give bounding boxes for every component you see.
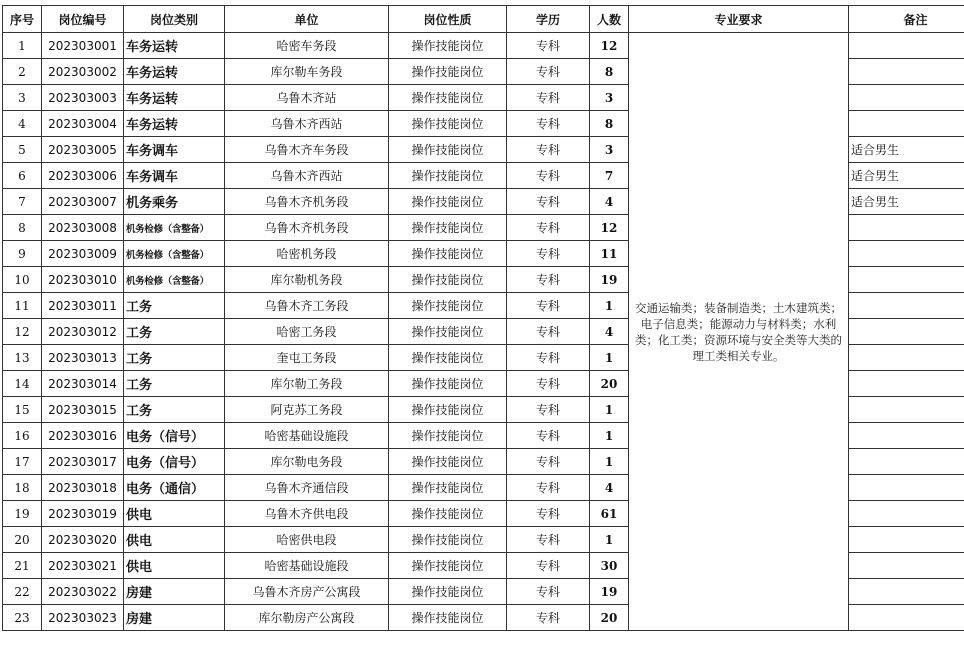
cell-education: 专科 <box>507 345 590 371</box>
cell-code: 202303016 <box>42 423 124 449</box>
cell-no: 7 <box>3 189 42 215</box>
cell-nature: 操作技能岗位 <box>389 267 507 293</box>
header-category: 岗位类别 <box>124 6 225 33</box>
cell-category: 工务 <box>124 293 225 319</box>
cell-no: 10 <box>3 267 42 293</box>
cell-code: 202303017 <box>42 449 124 475</box>
cell-education: 专科 <box>507 111 590 137</box>
cell-education: 专科 <box>507 319 590 345</box>
cell-nature: 操作技能岗位 <box>389 137 507 163</box>
cell-count: 1 <box>590 527 629 553</box>
header-nature: 岗位性质 <box>389 6 507 33</box>
cell-education: 专科 <box>507 579 590 605</box>
cell-code: 202303022 <box>42 579 124 605</box>
cell-no: 2 <box>3 59 42 85</box>
cell-no: 12 <box>3 319 42 345</box>
cell-code: 202303014 <box>42 371 124 397</box>
cell-code: 202303023 <box>42 605 124 631</box>
cell-unit: 奎屯工务段 <box>225 345 389 371</box>
cell-nature: 操作技能岗位 <box>389 319 507 345</box>
cell-no: 1 <box>3 33 42 59</box>
cell-unit: 库尔勒车务段 <box>225 59 389 85</box>
cell-category: 车务运转 <box>124 33 225 59</box>
cell-count: 1 <box>590 449 629 475</box>
cell-education: 专科 <box>507 475 590 501</box>
cell-category: 机务检修（含整备） <box>124 215 225 241</box>
cell-nature: 操作技能岗位 <box>389 85 507 111</box>
cell-code: 202303008 <box>42 215 124 241</box>
cell-nature: 操作技能岗位 <box>389 215 507 241</box>
cell-category: 房建 <box>124 605 225 631</box>
cell-code: 202303007 <box>42 189 124 215</box>
cell-education: 专科 <box>507 241 590 267</box>
cell-category: 电务（信号） <box>124 449 225 475</box>
cell-no: 5 <box>3 137 42 163</box>
cell-code: 202303002 <box>42 59 124 85</box>
cell-no: 21 <box>3 553 42 579</box>
cell-category: 工务 <box>124 319 225 345</box>
cell-education: 专科 <box>507 33 590 59</box>
cell-nature: 操作技能岗位 <box>389 423 507 449</box>
cell-category: 车务运转 <box>124 85 225 111</box>
cell-no: 18 <box>3 475 42 501</box>
cell-education: 专科 <box>507 501 590 527</box>
cell-code: 202303004 <box>42 111 124 137</box>
cell-count: 19 <box>590 267 629 293</box>
cell-education: 专科 <box>507 423 590 449</box>
cell-unit: 哈密基础设施段 <box>225 553 389 579</box>
cell-category: 电务（信号） <box>124 423 225 449</box>
cell-count: 20 <box>590 371 629 397</box>
cell-code: 202303019 <box>42 501 124 527</box>
cell-note <box>849 371 964 397</box>
cell-unit: 乌鲁木齐机务段 <box>225 189 389 215</box>
cell-category: 机务乘务 <box>124 189 225 215</box>
cell-category: 机务检修（含整备） <box>124 267 225 293</box>
cell-count: 1 <box>590 397 629 423</box>
cell-unit: 哈密机务段 <box>225 241 389 267</box>
cell-note <box>849 501 964 527</box>
cell-education: 专科 <box>507 449 590 475</box>
cell-note <box>849 475 964 501</box>
cell-no: 4 <box>3 111 42 137</box>
cell-unit: 乌鲁木齐站 <box>225 85 389 111</box>
cell-no: 19 <box>3 501 42 527</box>
cell-unit: 乌鲁木齐通信段 <box>225 475 389 501</box>
cell-no: 8 <box>3 215 42 241</box>
cell-note <box>849 33 964 59</box>
table-header <box>3 6 964 33</box>
cell-no: 6 <box>3 163 42 189</box>
header-unit: 单位 <box>225 6 389 33</box>
cell-education: 专科 <box>507 137 590 163</box>
cell-note <box>849 553 964 579</box>
cell-count: 4 <box>590 189 629 215</box>
cell-count: 11 <box>590 241 629 267</box>
cell-education: 专科 <box>507 605 590 631</box>
cell-nature: 操作技能岗位 <box>389 397 507 423</box>
cell-nature: 操作技能岗位 <box>389 449 507 475</box>
cell-education: 专科 <box>507 553 590 579</box>
cell-code: 202303005 <box>42 137 124 163</box>
cell-note <box>849 59 964 85</box>
cell-code: 202303011 <box>42 293 124 319</box>
cell-note <box>849 605 964 631</box>
cell-no: 13 <box>3 345 42 371</box>
table-body <box>3 33 964 631</box>
cell-nature: 操作技能岗位 <box>389 345 507 371</box>
cell-unit: 乌鲁木齐房产公寓段 <box>225 579 389 605</box>
cell-note: 适合男生 <box>849 189 964 215</box>
cell-note <box>849 85 964 111</box>
cell-note <box>849 241 964 267</box>
cell-code: 202303013 <box>42 345 124 371</box>
cell-count: 19 <box>590 579 629 605</box>
cell-count: 3 <box>590 85 629 111</box>
cell-code: 202303021 <box>42 553 124 579</box>
cell-category: 供电 <box>124 501 225 527</box>
cell-no: 14 <box>3 371 42 397</box>
cell-nature: 操作技能岗位 <box>389 59 507 85</box>
cell-unit: 库尔勒机务段 <box>225 267 389 293</box>
cell-code: 202303009 <box>42 241 124 267</box>
cell-nature: 操作技能岗位 <box>389 293 507 319</box>
cell-category: 车务运转 <box>124 111 225 137</box>
cell-education: 专科 <box>507 293 590 319</box>
cell-no: 9 <box>3 241 42 267</box>
cell-count: 8 <box>590 111 629 137</box>
cell-count: 3 <box>590 137 629 163</box>
header-requirement: 专业要求 <box>629 6 849 33</box>
cell-unit: 库尔勒工务段 <box>225 371 389 397</box>
cell-nature: 操作技能岗位 <box>389 33 507 59</box>
cell-category: 车务调车 <box>124 163 225 189</box>
cell-nature: 操作技能岗位 <box>389 579 507 605</box>
cell-unit: 阿克苏工务段 <box>225 397 389 423</box>
cell-note <box>849 345 964 371</box>
cell-nature: 操作技能岗位 <box>389 163 507 189</box>
cell-note: 适合男生 <box>849 163 964 189</box>
cell-count: 1 <box>590 293 629 319</box>
header-row <box>3 6 964 33</box>
cell-count: 8 <box>590 59 629 85</box>
cell-category: 工务 <box>124 397 225 423</box>
cell-count: 61 <box>590 501 629 527</box>
cell-education: 专科 <box>507 371 590 397</box>
cell-nature: 操作技能岗位 <box>389 501 507 527</box>
table-row <box>3 33 964 59</box>
cell-education: 专科 <box>507 527 590 553</box>
cell-nature: 操作技能岗位 <box>389 189 507 215</box>
cell-code: 202303018 <box>42 475 124 501</box>
cell-note <box>849 449 964 475</box>
cell-code: 202303006 <box>42 163 124 189</box>
cell-no: 15 <box>3 397 42 423</box>
header-count: 人数 <box>590 6 629 33</box>
cell-count: 4 <box>590 319 629 345</box>
cell-count: 12 <box>590 33 629 59</box>
cell-note <box>849 319 964 345</box>
cell-education: 专科 <box>507 267 590 293</box>
cell-unit: 库尔勒房产公寓段 <box>225 605 389 631</box>
cell-category: 机务检修（含整备） <box>124 241 225 267</box>
cell-unit: 哈密车务段 <box>225 33 389 59</box>
cell-nature: 操作技能岗位 <box>389 605 507 631</box>
cell-education: 专科 <box>507 189 590 215</box>
cell-no: 23 <box>3 605 42 631</box>
cell-code: 202303020 <box>42 527 124 553</box>
cell-category: 房建 <box>124 579 225 605</box>
cell-nature: 操作技能岗位 <box>389 371 507 397</box>
cell-education: 专科 <box>507 163 590 189</box>
cell-count: 1 <box>590 423 629 449</box>
header-code: 岗位编号 <box>42 6 124 33</box>
cell-note <box>849 267 964 293</box>
cell-code: 202303012 <box>42 319 124 345</box>
cell-note <box>849 111 964 137</box>
cell-unit: 哈密基础设施段 <box>225 423 389 449</box>
cell-no: 11 <box>3 293 42 319</box>
cell-unit: 乌鲁木齐西站 <box>225 163 389 189</box>
cell-count: 7 <box>590 163 629 189</box>
cell-unit: 库尔勒电务段 <box>225 449 389 475</box>
cell-category: 车务运转 <box>124 59 225 85</box>
cell-education: 专科 <box>507 85 590 111</box>
cell-no: 17 <box>3 449 42 475</box>
cell-nature: 操作技能岗位 <box>389 475 507 501</box>
cell-category: 车务调车 <box>124 137 225 163</box>
cell-count: 20 <box>590 605 629 631</box>
cell-category: 工务 <box>124 371 225 397</box>
cell-count: 4 <box>590 475 629 501</box>
cell-education: 专科 <box>507 215 590 241</box>
header-note: 备注 <box>849 6 964 33</box>
cell-unit: 乌鲁木齐工务段 <box>225 293 389 319</box>
cell-note <box>849 527 964 553</box>
cell-count: 1 <box>590 345 629 371</box>
cell-note <box>849 293 964 319</box>
cell-count: 30 <box>590 553 629 579</box>
cell-unit: 乌鲁木齐供电段 <box>225 501 389 527</box>
cell-category: 工务 <box>124 345 225 371</box>
cell-category: 供电 <box>124 527 225 553</box>
cell-nature: 操作技能岗位 <box>389 241 507 267</box>
cell-no: 22 <box>3 579 42 605</box>
cell-nature: 操作技能岗位 <box>389 111 507 137</box>
cell-unit: 哈密供电段 <box>225 527 389 553</box>
cell-education: 专科 <box>507 397 590 423</box>
header-no: 序号 <box>3 6 42 33</box>
cell-nature: 操作技能岗位 <box>389 527 507 553</box>
cell-nature: 操作技能岗位 <box>389 553 507 579</box>
cell-unit: 哈密工务段 <box>225 319 389 345</box>
cell-note: 适合男生 <box>849 137 964 163</box>
header-education: 学历 <box>507 6 590 33</box>
cell-no: 16 <box>3 423 42 449</box>
cell-no: 20 <box>3 527 42 553</box>
cell-code: 202303003 <box>42 85 124 111</box>
cell-code: 202303015 <box>42 397 124 423</box>
cell-unit: 乌鲁木齐车务段 <box>225 137 389 163</box>
cell-unit: 乌鲁木齐机务段 <box>225 215 389 241</box>
cell-note <box>849 397 964 423</box>
recruitment-table <box>2 5 964 631</box>
cell-note <box>849 579 964 605</box>
cell-note <box>849 423 964 449</box>
cell-code: 202303010 <box>42 267 124 293</box>
cell-note <box>849 215 964 241</box>
cell-count: 12 <box>590 215 629 241</box>
cell-category: 供电 <box>124 553 225 579</box>
cell-code: 202303001 <box>42 33 124 59</box>
requirement-cell: 交通运输类；装备制造类；土木建筑类；电子信息类；能源动力与材料类；水利类；化工类；资源环境与安全类等大类的理工类相关专业。 <box>629 33 849 631</box>
cell-category: 电务（通信） <box>124 475 225 501</box>
cell-education: 专科 <box>507 59 590 85</box>
cell-unit: 乌鲁木齐西站 <box>225 111 389 137</box>
cell-no: 3 <box>3 85 42 111</box>
